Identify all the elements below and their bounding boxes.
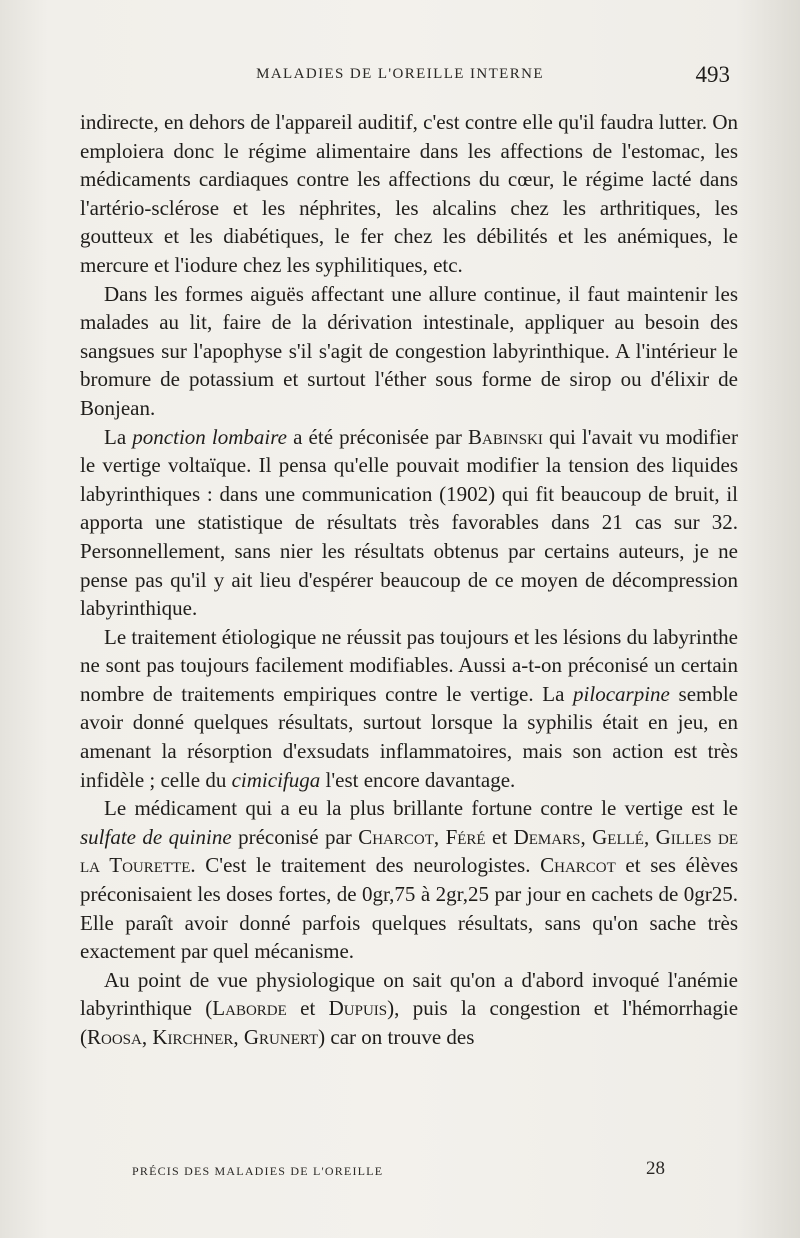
text-run: , — [580, 824, 593, 849]
text-run: préconisé par — [231, 824, 359, 849]
text-run: Au point de vue physiologique on sait qu'on a d'abord invoqué l'anémie labyrinthique ( — [80, 967, 738, 1021]
paragraph-1 — [80, 108, 738, 280]
signature-mark: 28 — [646, 1158, 665, 1179]
text-run: qui l'avait vu modifier le vertige voltaïque. Il pensa qu'elle pouvait modifier la tension des liquides labyrinthiques : dans une communication (1902) qui fit beaucoup de bruit, il apporta une statistique de résultats très favorables dans 21 cas sur 32. Personnellement, sans nier les résultats obtenus par certains auteurs, je ne pense pas qu'il y ait lieu d'espérer beaucoup de ce moyen de décompression labyrinthique. — [80, 424, 738, 621]
author-name: Dupuis — [328, 996, 388, 1021]
italic-term: ponction lombaire — [132, 424, 287, 449]
author-name: Féré — [445, 824, 486, 849]
paragraph-3 — [80, 423, 738, 623]
paragraph-4 — [80, 623, 738, 795]
paragraph-6 — [80, 966, 738, 1052]
text-run: et ses élèves préconisaient les doses fortes, de 0gr,75 à 2gr,25 par jour en cachets de 0gr25. Elle paraît avoir donné parfois quelques résultats, sans qu'on sache très exactement par quel mécanisme. — [80, 853, 738, 964]
text-run: Le traitement étiologique ne réussit pas toujours et les lésions du labyrinthe ne sont pas toujours facilement modifiables. Aussi a-t-on préconisé un certain nombre de traitements empiriques contre le vertige. La — [80, 624, 738, 706]
text-run: ), puis la congestion et l'hémorrhagie ( — [80, 996, 739, 1049]
paragraph-5 — [80, 794, 738, 966]
text-run: indirecte, en dehors de l'appareil auditif, c'est contre elle qu'il faudra lutter. On emploiera donc le régime alimentaire dans les affections de l'estomac, les médicaments cardiaques contre les affections du cœur, le régime lacté dans l'artério-sclérose et les néphrites, les alcalins chez les arthritiques, les goutteux et les diabétiques, le fer chez les débilités et les anémiques, le mercure et l'iodure chez les syphilitiques, etc. — [80, 110, 739, 277]
text-run: . C'est le traitement des neurologistes. — [190, 853, 541, 878]
author-name: Charcot — [358, 824, 434, 849]
author-name: Babinski — [468, 424, 543, 449]
text-run: semble avoir donné quelques résultats, surtout lorsque la syphilis était en jeu, en amenant la résorption d'exsudats inflammatoires, mais son action est très infidèle ; celle du — [80, 681, 738, 792]
text-run: ) car on trouve des — [318, 1025, 475, 1049]
footer-book-title: PRÉCIS DES MALADIES DE L'OREILLE — [132, 1164, 384, 1178]
running-head: MALADIES DE L'OREILLE INTERNE — [256, 66, 544, 82]
text-run: l'est encore davantage. — [320, 767, 516, 792]
body-text — [80, 108, 738, 1052]
author-name: Gilles de la Tourette — [80, 824, 739, 878]
italic-term: cimicifuga — [231, 767, 321, 792]
page-number: 493 — [695, 62, 730, 87]
text-run: a été préconisée par — [286, 424, 469, 449]
author-name: Demars — [513, 824, 581, 849]
text-run: Le médicament qui a eu la plus brillante fortune contre le vertige est le — [104, 796, 738, 821]
author-name: Kirchner — [152, 1025, 234, 1049]
paragraph-2 — [80, 280, 738, 423]
author-name: Grunert — [243, 1025, 319, 1049]
text-run: et — [286, 996, 329, 1021]
author-name: Roosa — [87, 1025, 142, 1049]
page-footer — [0, 1158, 800, 1188]
author-name: Laborde — [212, 996, 287, 1021]
text-run: La — [104, 424, 133, 449]
author-name: Gellé — [592, 824, 644, 849]
text-run: , — [433, 824, 446, 849]
text-run: et — [485, 824, 514, 849]
text-run: , — [233, 1025, 244, 1049]
italic-term: sulfate de quinine — [80, 824, 232, 849]
page-header — [0, 62, 800, 92]
text-run: Dans les formes aiguës affectant une allure continue, il faut maintenir les malades au lit, faire de la dérivation intestinale, appliquer au besoin des sangsues sur l'apophyse s'il s'agit de congestion labyrinthique. A l'intérieur le bromure de potassium et surtout l'éther sous forme de sirop ou d'élixir de Bonjean. — [80, 281, 738, 420]
text-run: , — [643, 824, 656, 849]
italic-term: pilocarpine — [573, 681, 670, 706]
author-name: Charcot — [540, 853, 616, 878]
text-run: , — [141, 1025, 153, 1049]
